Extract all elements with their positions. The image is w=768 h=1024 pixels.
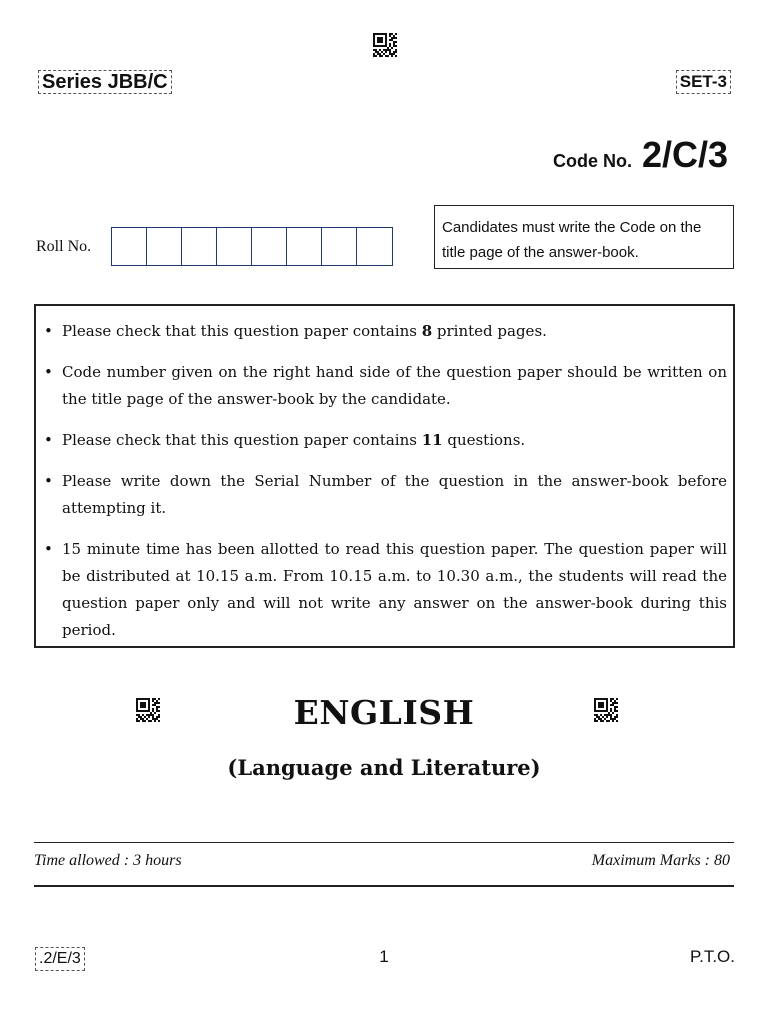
instruction-emphasis: 8 bbox=[421, 322, 433, 340]
divider-bottom bbox=[34, 885, 734, 887]
instruction-item bbox=[44, 318, 727, 345]
subject-title: ENGLISH bbox=[293, 693, 475, 732]
roll-number-box[interactable] bbox=[146, 227, 181, 266]
code-number-value: 2/C/3 bbox=[641, 134, 728, 175]
instruction-text: Please check that this question paper contains bbox=[62, 431, 422, 449]
subject-subtitle: (Language and Literature) bbox=[227, 755, 541, 780]
code-number bbox=[553, 134, 728, 176]
code-note-box: Candidates must write the Code on the title page of the answer-book. bbox=[434, 205, 734, 269]
series-label: Series JBB/C bbox=[38, 70, 172, 94]
roll-number-box[interactable] bbox=[321, 227, 356, 266]
instruction-text: printed pages. bbox=[432, 322, 547, 340]
instruction-text: 15 minute time has been allotted to read this question paper. The question paper will be distributed at 10.15 a.m. From 10.15 a.m. to 10.30 a.m., the students will read the question paper only and will not write any answer on the answer-book during this period. bbox=[62, 540, 727, 639]
instruction-text: Please write down the Serial Number of the question in the answer-book before attempting it. bbox=[62, 472, 727, 517]
please-turn-over: P.T.O. bbox=[689, 947, 735, 966]
roll-number-box[interactable] bbox=[251, 227, 286, 266]
footer-code: .2/E/3 bbox=[35, 947, 85, 971]
instruction-emphasis: 11 bbox=[421, 431, 443, 449]
roll-number-box[interactable] bbox=[356, 227, 393, 266]
instruction-text: Code number given on the right hand side of the question paper should be written on the title page of the answer-book by the candidate. bbox=[62, 363, 727, 408]
instructions-box bbox=[34, 304, 735, 648]
instruction-item bbox=[44, 427, 727, 454]
instruction-item bbox=[44, 359, 727, 413]
divider-top bbox=[34, 842, 734, 843]
roll-number-box[interactable] bbox=[216, 227, 251, 266]
maximum-marks: Maximum Marks : 80 bbox=[591, 852, 730, 869]
page-number: 1 bbox=[379, 947, 389, 966]
qr-code-icon bbox=[373, 33, 397, 57]
roll-number-box[interactable] bbox=[111, 227, 146, 266]
roll-number-label: Roll No. bbox=[36, 238, 92, 255]
time-allowed: Time allowed : 3 hours bbox=[34, 852, 182, 869]
code-number-label: Code No. bbox=[552, 151, 632, 171]
instruction-item bbox=[44, 536, 727, 644]
instruction-item bbox=[44, 468, 727, 522]
roll-number-box[interactable] bbox=[286, 227, 321, 266]
instruction-text: Please check that this question paper contains bbox=[62, 322, 422, 340]
instruction-text: questions. bbox=[442, 431, 526, 449]
instruction-list bbox=[44, 318, 727, 644]
roll-number-boxes[interactable] bbox=[111, 227, 393, 266]
roll-number-box[interactable] bbox=[181, 227, 216, 266]
set-label: SET-3 bbox=[676, 70, 731, 94]
